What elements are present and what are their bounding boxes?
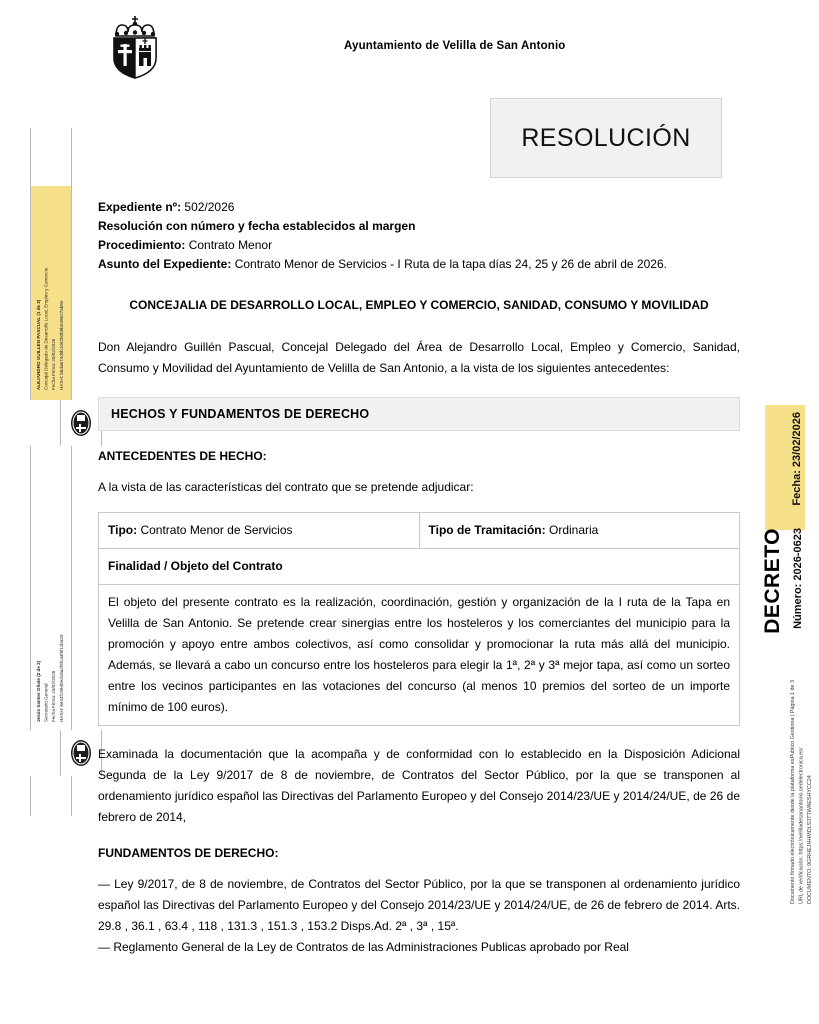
procedimiento-value: Contrato Menor — [188, 238, 273, 252]
contract-details-table — [98, 512, 740, 726]
document-page — [98, 0, 740, 954]
signature-1-hash: HASH: b6da674d0b1082b0b9b549627ab8e — [58, 300, 64, 390]
signature-block-top-spacer — [30, 128, 72, 186]
expediente-line — [98, 198, 740, 217]
examined-paragraph: Examinada la documentación que la acompaña y de conformidad con lo establecido en la Disposición Adicional Segunda de la Ley 9/2017 de 8 de noviembre, de Contratos del Sector Público, por la que se transponen al ordenamiento jurídico español las Directivas del Parlamento Europeo y del Consejo 2014/23/UE y 2014/24/UE, de 26 de febrero de 2014, — [98, 747, 740, 824]
verification-line-2: URL de verificación: https://velilladesanantonio.sedelectronica.es/ — [798, 747, 805, 905]
signature-block-1 — [30, 186, 72, 400]
decree-title: DECRETO — [761, 528, 784, 634]
signature-1-text — [35, 200, 65, 390]
signature-1-role: Concejal Delegado de Desarrollo Local, Empleo y Comercio — [43, 267, 49, 390]
antecedentes-intro: A la vista de las características del contrato que se pretende adjudicar: — [98, 480, 474, 494]
resolution-title: RESOLUCIÓN — [521, 123, 691, 152]
official-seal-icon — [68, 408, 94, 438]
cell-tipo — [99, 513, 420, 549]
tramitacion-value: Ordinaria — [548, 523, 599, 537]
signature-2-role: Secretario General — [43, 683, 49, 722]
expediente-value: 502/2026 — [184, 200, 235, 214]
fundamento-item-1: — Ley 9/2017, de 8 de noviembre, de Contratos del Sector Público, por la que se transponen al ordenamiento jurídico español las Directivas del Parlamento Europeo y del Consejo 2014/23/UE y 2014/24/UE, de 26 de febrero de 2014. Arts. 29.8 , 36.1 , 63.4 , 118 , 131.3 , 151.3 , 153.2 Disps.Ad. 2ª , 3ª , 15ª. — [98, 877, 740, 933]
signature-block-mid-spacer — [30, 446, 72, 556]
expediente-label: Expediente nº: — [98, 200, 182, 214]
right-decree-margin — [740, 0, 819, 1024]
verification-line-1: Documento firmado electrónicamente desde la plataforma esPublico Gestiona | Página 1 de 3 — [790, 680, 797, 905]
signature-1-name: ALEJANDRO GUILLEN PASCUAL (1 de 2) — [36, 299, 41, 390]
resolution-note: Resolución con número y fecha establecidos al margen — [98, 219, 416, 233]
signature-block-2 — [30, 556, 72, 730]
document-header — [98, 0, 740, 92]
tipo-label: Tipo: — [108, 523, 138, 537]
table-row-objeto — [99, 585, 740, 726]
department-title: CONCEJALIA DE DESARROLLO LOCAL, EMPLEO Y COMERCIO, SANIDAD, CONSUMO Y MOVILIDAD — [129, 298, 709, 312]
intro-paragraph: Don Alejandro Guillén Pascual, Concejal Delegado del Área de Desarrollo Local, Empleo y Comercio, Sanidad, Consumo y Movilidad del Ayuntamiento de Velilla de San Antonio, a la vista de los siguientes antecedentes: — [98, 340, 740, 375]
section-hechos-fundamentos: HECHOS Y FUNDAMENTOS DE DERECHO — [98, 397, 740, 431]
finalidad-header: Finalidad / Objeto del Contrato — [108, 559, 283, 573]
seal-stamp-1 — [60, 400, 102, 446]
procedimiento-line — [98, 236, 740, 255]
cell-finalidad-header — [99, 549, 740, 585]
signature-1-date: Fecha Firma: 20/02/2026 — [51, 338, 57, 390]
verification-footer — [789, 680, 815, 904]
table-row-finalidad-header — [99, 549, 740, 585]
asunto-value: Contrato Menor de Servicios - I Ruta de la tapa días 24, 25 y 26 de abril de 2026. — [234, 257, 667, 271]
resolution-title-box — [490, 98, 722, 178]
resolution-note-line — [98, 217, 740, 236]
procedimiento-label: Procedimiento: — [98, 238, 186, 252]
asunto-label: Asunto del Expediente: — [98, 257, 232, 271]
antecedentes-heading: ANTECEDENTES DE HECHO: — [98, 449, 267, 463]
decree-date: Fecha: 23/02/2026 — [791, 412, 803, 506]
tramitacion-label: Tipo de Tramitación: — [428, 523, 546, 537]
signature-2-hash: HASH: 6e44f199d0ed18a2f5fca3f5f11ba29 — [58, 634, 64, 722]
fundamento-item-2: — Reglamento General de la Ley de Contratos de las Administraciones Publicas aprobado por Real — [98, 940, 629, 954]
fundamentos-heading: FUNDAMENTOS DE DERECHO: — [98, 846, 279, 860]
asunto-line — [98, 255, 740, 274]
signature-2-text — [35, 566, 65, 722]
signature-2-date: Fecha Firma: 23/02/2026 — [51, 670, 57, 722]
table-row-tipo — [99, 513, 740, 549]
document-body — [98, 198, 740, 958]
signature-block-bottom-spacer — [30, 776, 72, 816]
organization-title: Ayuntamiento de Velilla de San Antonio — [344, 40, 566, 52]
coat-of-arms-icon — [108, 14, 162, 85]
seal-stamp-2 — [60, 730, 102, 776]
tipo-value: Contrato Menor de Servicios — [140, 523, 293, 537]
signature-2-name: Jesús Santos Oñate (2 de 2) — [36, 660, 41, 722]
cell-tramitacion — [419, 513, 740, 549]
left-signature-margin — [30, 0, 72, 1024]
official-seal-icon — [68, 738, 94, 768]
verification-line-3: DOCUMENTO: 9GRHEJHHMDLS3TTWAESHYCC24 — [807, 775, 814, 905]
cell-objeto-text: El objeto del presente contrato es la realización, coordinación, gestión y organización de la I ruta de la Tapa en Velilla de San Antonio. Se pretende crear sinergias entre los hosteleros y los comerciantes del municipio para la promoción y apoyo entre ambos colectivos, así como consolidar y promocionar la ruta más allá del municipio. Además, se llevará a cabo un concurso entre los hosteleros para elegir la 1ª, 2ª y 3ª mejor tapa, así como un sorteo entre los vecinos participantes en las votaciones del concurso (al menos 10 premios del sorteo de un importe mínimo de 100 euros). — [99, 585, 740, 726]
decree-number: Número: 2026-0623 — [792, 528, 804, 629]
